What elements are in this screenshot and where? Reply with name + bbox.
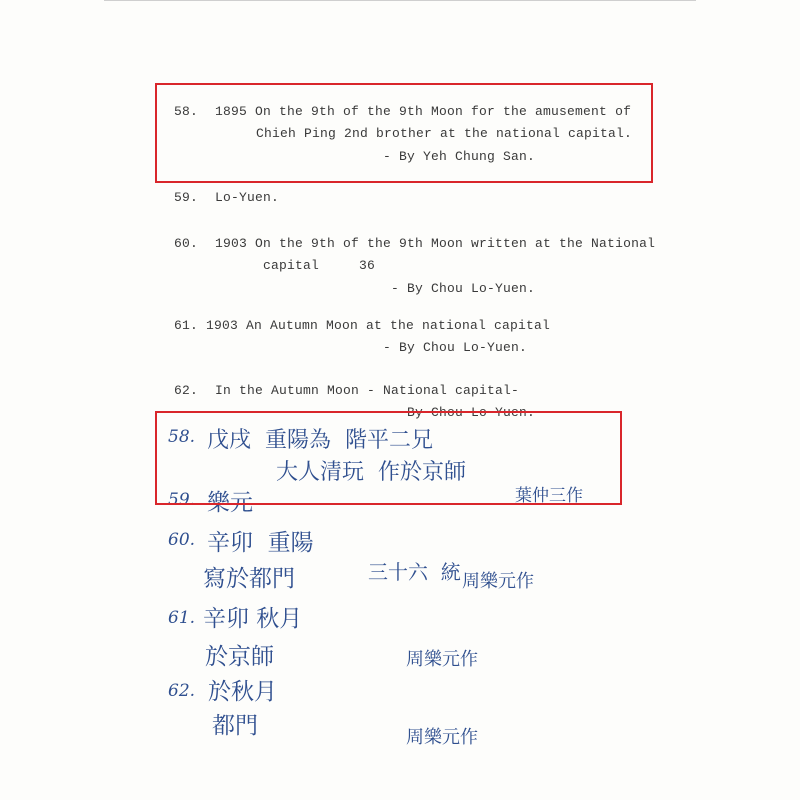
hand-entry-61-author: 周樂元作 [406,649,478,670]
typed-entry-60-line2: capital [263,258,320,273]
hand-entry-60-author: 周樂元作 [462,571,534,592]
typed-entry-58-line1: 1895 On the 9th of the 9th Moon for the amusement of [215,104,632,119]
typed-entry-58-author: - By Yeh Chung San. [383,149,536,164]
hand-entry-62-number: 62. [168,681,196,701]
hand-entry-59-text: 樂元 [207,490,253,516]
highlight-box-typed-58 [155,83,653,183]
typed-entry-58-line2: Chieh Ping 2nd brother at the national capital. [256,126,633,141]
hand-entry-62-author: 周樂元作 [406,727,478,748]
typed-entry-61-text: 61. 1903 An Autumn Moon at the national capital [174,318,551,333]
hand-entry-60-line1: 辛卯 重陽 [207,530,314,556]
hand-entry-62-line1: 於秋月 [208,679,277,705]
hand-entry-59-number: 59. [168,490,196,510]
typed-entry-62-author: - By Chou Lo-Yuen. [391,405,536,420]
hand-entry-60-line2: 寫於都門 [203,566,295,592]
hand-entry-58-author: 葉仲三作 [515,486,583,506]
typed-entry-60-line1: 1903 On the 9th of the 9th Moon written at the National [215,236,656,251]
page-top-edge [104,0,696,1]
hand-entry-61-line1: 辛卯 秋月 [203,606,303,632]
hand-entry-60-note: 三十六 統 [368,560,461,584]
hand-entry-58-number: 58. [168,427,196,447]
typed-entry-58-number: 58. [174,104,199,119]
typed-entry-60-number: 60. [174,236,199,251]
highlight-box-handwritten-58 [155,411,622,505]
hand-entry-61-number: 61. [168,608,196,628]
typed-entry-62-text: In the Autumn Moon - National capital- [215,383,520,398]
hand-entry-60-number: 60. [168,530,196,550]
typed-entry-60-author: - By Chou Lo-Yuen. [391,281,536,296]
typed-entry-59-text: Lo-Yuen. [215,190,280,205]
hand-entry-61-line2: 於京師 [205,644,274,670]
typed-entry-59-number: 59. [174,190,199,205]
hand-entry-62-line2: 都門 [212,713,258,739]
typed-entry-60-page-number: 36 [359,258,376,273]
typed-entry-62-number: 62. [174,383,199,398]
hand-entry-58-line1: 戊戌 重陽為 階平二兄 [207,428,433,453]
hand-entry-58-line2: 大人清玩 作於京師 [276,460,466,485]
typed-entry-61-author: - By Chou Lo-Yuen. [383,340,528,355]
